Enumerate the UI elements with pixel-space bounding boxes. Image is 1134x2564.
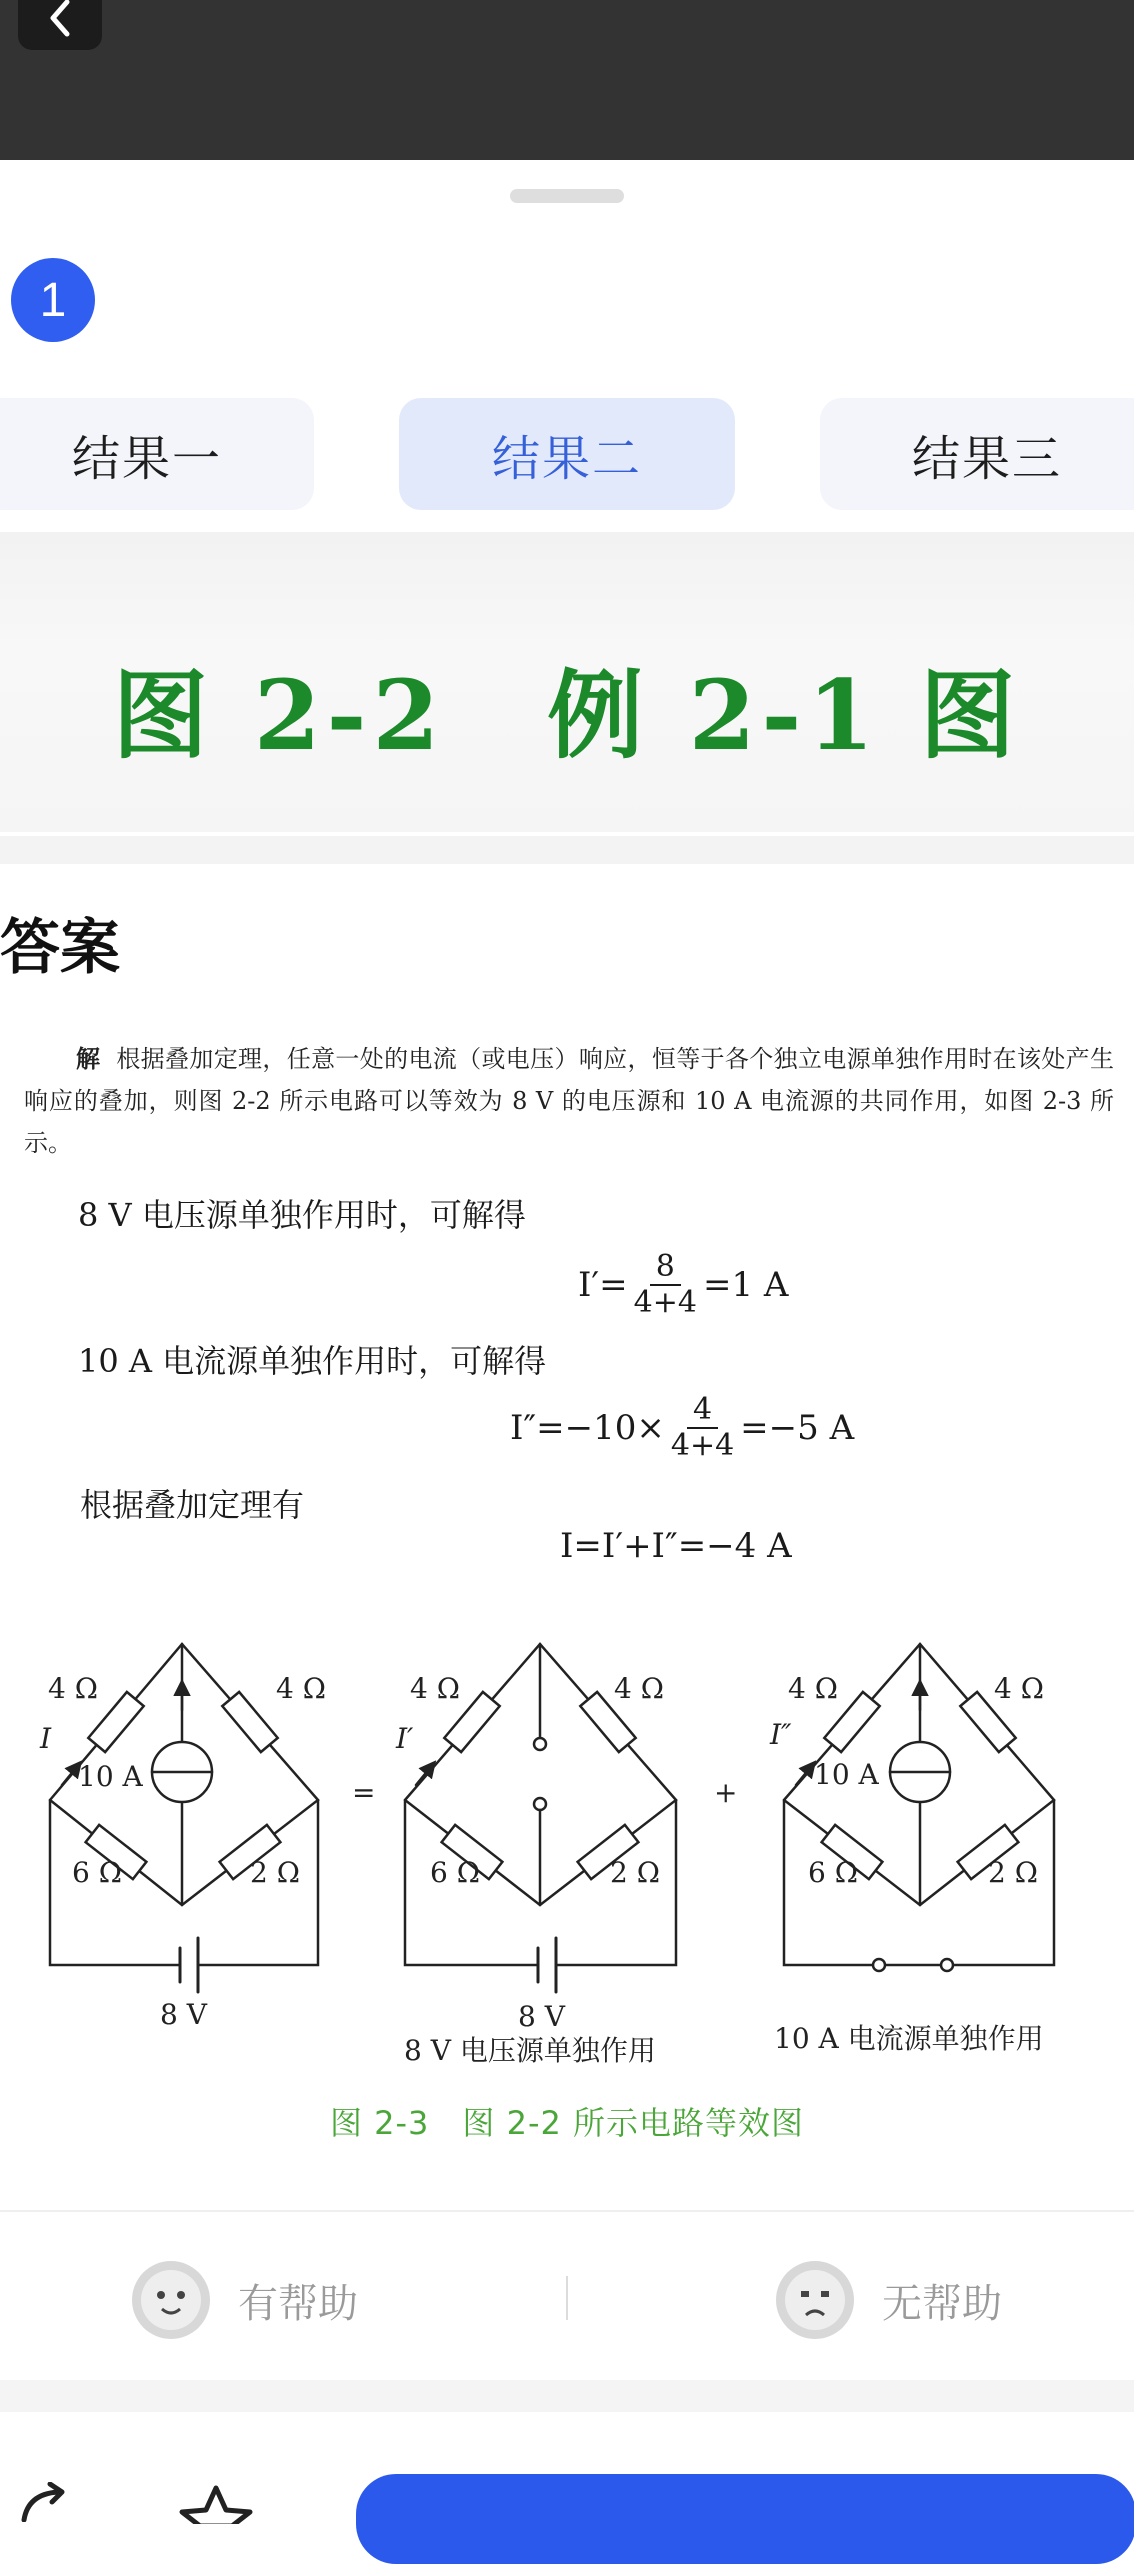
helpful-label: 有帮助 (238, 2280, 358, 2327)
equation-1-denominator: 4+4 (633, 1285, 697, 1320)
share-icon[interactable] (18, 2482, 70, 2522)
equation-2-numerator: 4 (687, 1393, 718, 1429)
bottom-separator (0, 2380, 1134, 2412)
feedback-divider (566, 2276, 568, 2320)
not-helpful-face-icon (776, 2261, 854, 2339)
not-helpful-button[interactable] (776, 2252, 1002, 2348)
c1-battery-label: 8 V (160, 1998, 207, 2031)
figure-2-3-caption: 图 2-3 图 2-2 所示电路等效图 (329, 2104, 805, 2142)
equation-2-lhs: I″=−10× (510, 1408, 665, 1448)
c1-r-bottom-left-label: 6 Ω (72, 1856, 122, 1889)
c3-r-top-right-label: 4 Ω (994, 1672, 1044, 1705)
equation-2-rhs: =−5 A (740, 1408, 855, 1448)
feedback-top-divider (0, 2210, 1134, 2212)
c2-r-bottom-right-label: 2 Ω (610, 1856, 660, 1889)
c1-r-top-left-label: 4 Ω (48, 1672, 98, 1705)
back-button[interactable] (18, 0, 102, 50)
star-icon[interactable] (176, 2484, 256, 2524)
helpful-face-icon (132, 2261, 210, 2339)
c1-source-label: 10 A (78, 1760, 143, 1793)
solution-text: 根据叠加定理，任意一处的电流（或电压）响应，恒等于各个独立电源单独作用时在该处产生响应的叠加，则图 2-2 所示电路可以等效为 8 V 的电压源和 10 A 电流源的共同作用，如图 2-3 所示。 (24, 1045, 1114, 1157)
plus-sign: + (714, 1776, 738, 1809)
answer-heading: 答案 (0, 913, 120, 983)
c2-r-bottom-left-label: 6 Ω (430, 1856, 480, 1889)
equation-2 (510, 1393, 854, 1463)
top-bar (0, 0, 1134, 160)
c1-r-top-right-label: 4 Ω (276, 1672, 326, 1705)
equation-1-fraction (634, 1250, 697, 1320)
equation-1-numerator: 8 (650, 1250, 681, 1286)
chevron-left-icon (45, 0, 75, 38)
tab-result-3[interactable]: 结果三 (820, 398, 1134, 510)
step-2-text: 10 A 电流源单独作用时，可解得 (78, 1342, 547, 1380)
step-3-text: 根据叠加定理有 (80, 1486, 305, 1524)
step-1-text: 8 V 电压源单独作用时，可解得 (78, 1196, 526, 1234)
helpful-button[interactable] (132, 2252, 358, 2348)
c2-current-label: I′ (396, 1722, 414, 1755)
solution-lead: 解 (76, 1044, 101, 1073)
c3-caption: 10 A 电流源单独作用 (774, 2022, 1044, 2055)
equation-1-lhs: I′= (578, 1265, 628, 1305)
primary-action-button[interactable] (356, 2474, 1134, 2564)
circuit-diagram (0, 1620, 1134, 2080)
c2-battery-label: 8 V (518, 2000, 565, 2033)
c3-r-bottom-left-label: 6 Ω (808, 1856, 858, 1889)
c3-r-bottom-right-label: 2 Ω (988, 1856, 1038, 1889)
equation-1 (578, 1250, 788, 1320)
c1-current-label: I (40, 1722, 52, 1755)
tab-result-2[interactable]: 结果二 (399, 398, 735, 510)
c3-current-label: I″ (770, 1718, 792, 1751)
equation-2-denominator: 4+4 (670, 1428, 735, 1463)
not-helpful-label: 无帮助 (882, 2280, 1002, 2327)
c2-r-top-right-label: 4 Ω (614, 1672, 664, 1705)
equals-sign: = (352, 1776, 376, 1809)
equation-3: I=I′+I″=−4 A (560, 1526, 792, 1566)
equation-2-fraction (671, 1393, 734, 1463)
c2-caption: 8 V 电压源单独作用 (404, 2034, 656, 2067)
figure-2-2-caption: 图 2-2 例 2-1 图 (112, 659, 1022, 772)
result-index-badge: 1 (11, 258, 95, 342)
tab-result-1[interactable]: 结果一 (0, 398, 314, 510)
sheet-drag-handle[interactable] (510, 189, 624, 203)
c3-source-label: 10 A (814, 1758, 879, 1791)
section-divider (0, 836, 1134, 864)
c2-r-top-left-label: 4 Ω (410, 1672, 460, 1705)
c1-r-bottom-right-label: 2 Ω (250, 1856, 300, 1889)
answer-paragraph (24, 1038, 1114, 1164)
equation-1-rhs: =1 A (702, 1265, 789, 1305)
c3-r-top-left-label: 4 Ω (788, 1672, 838, 1705)
